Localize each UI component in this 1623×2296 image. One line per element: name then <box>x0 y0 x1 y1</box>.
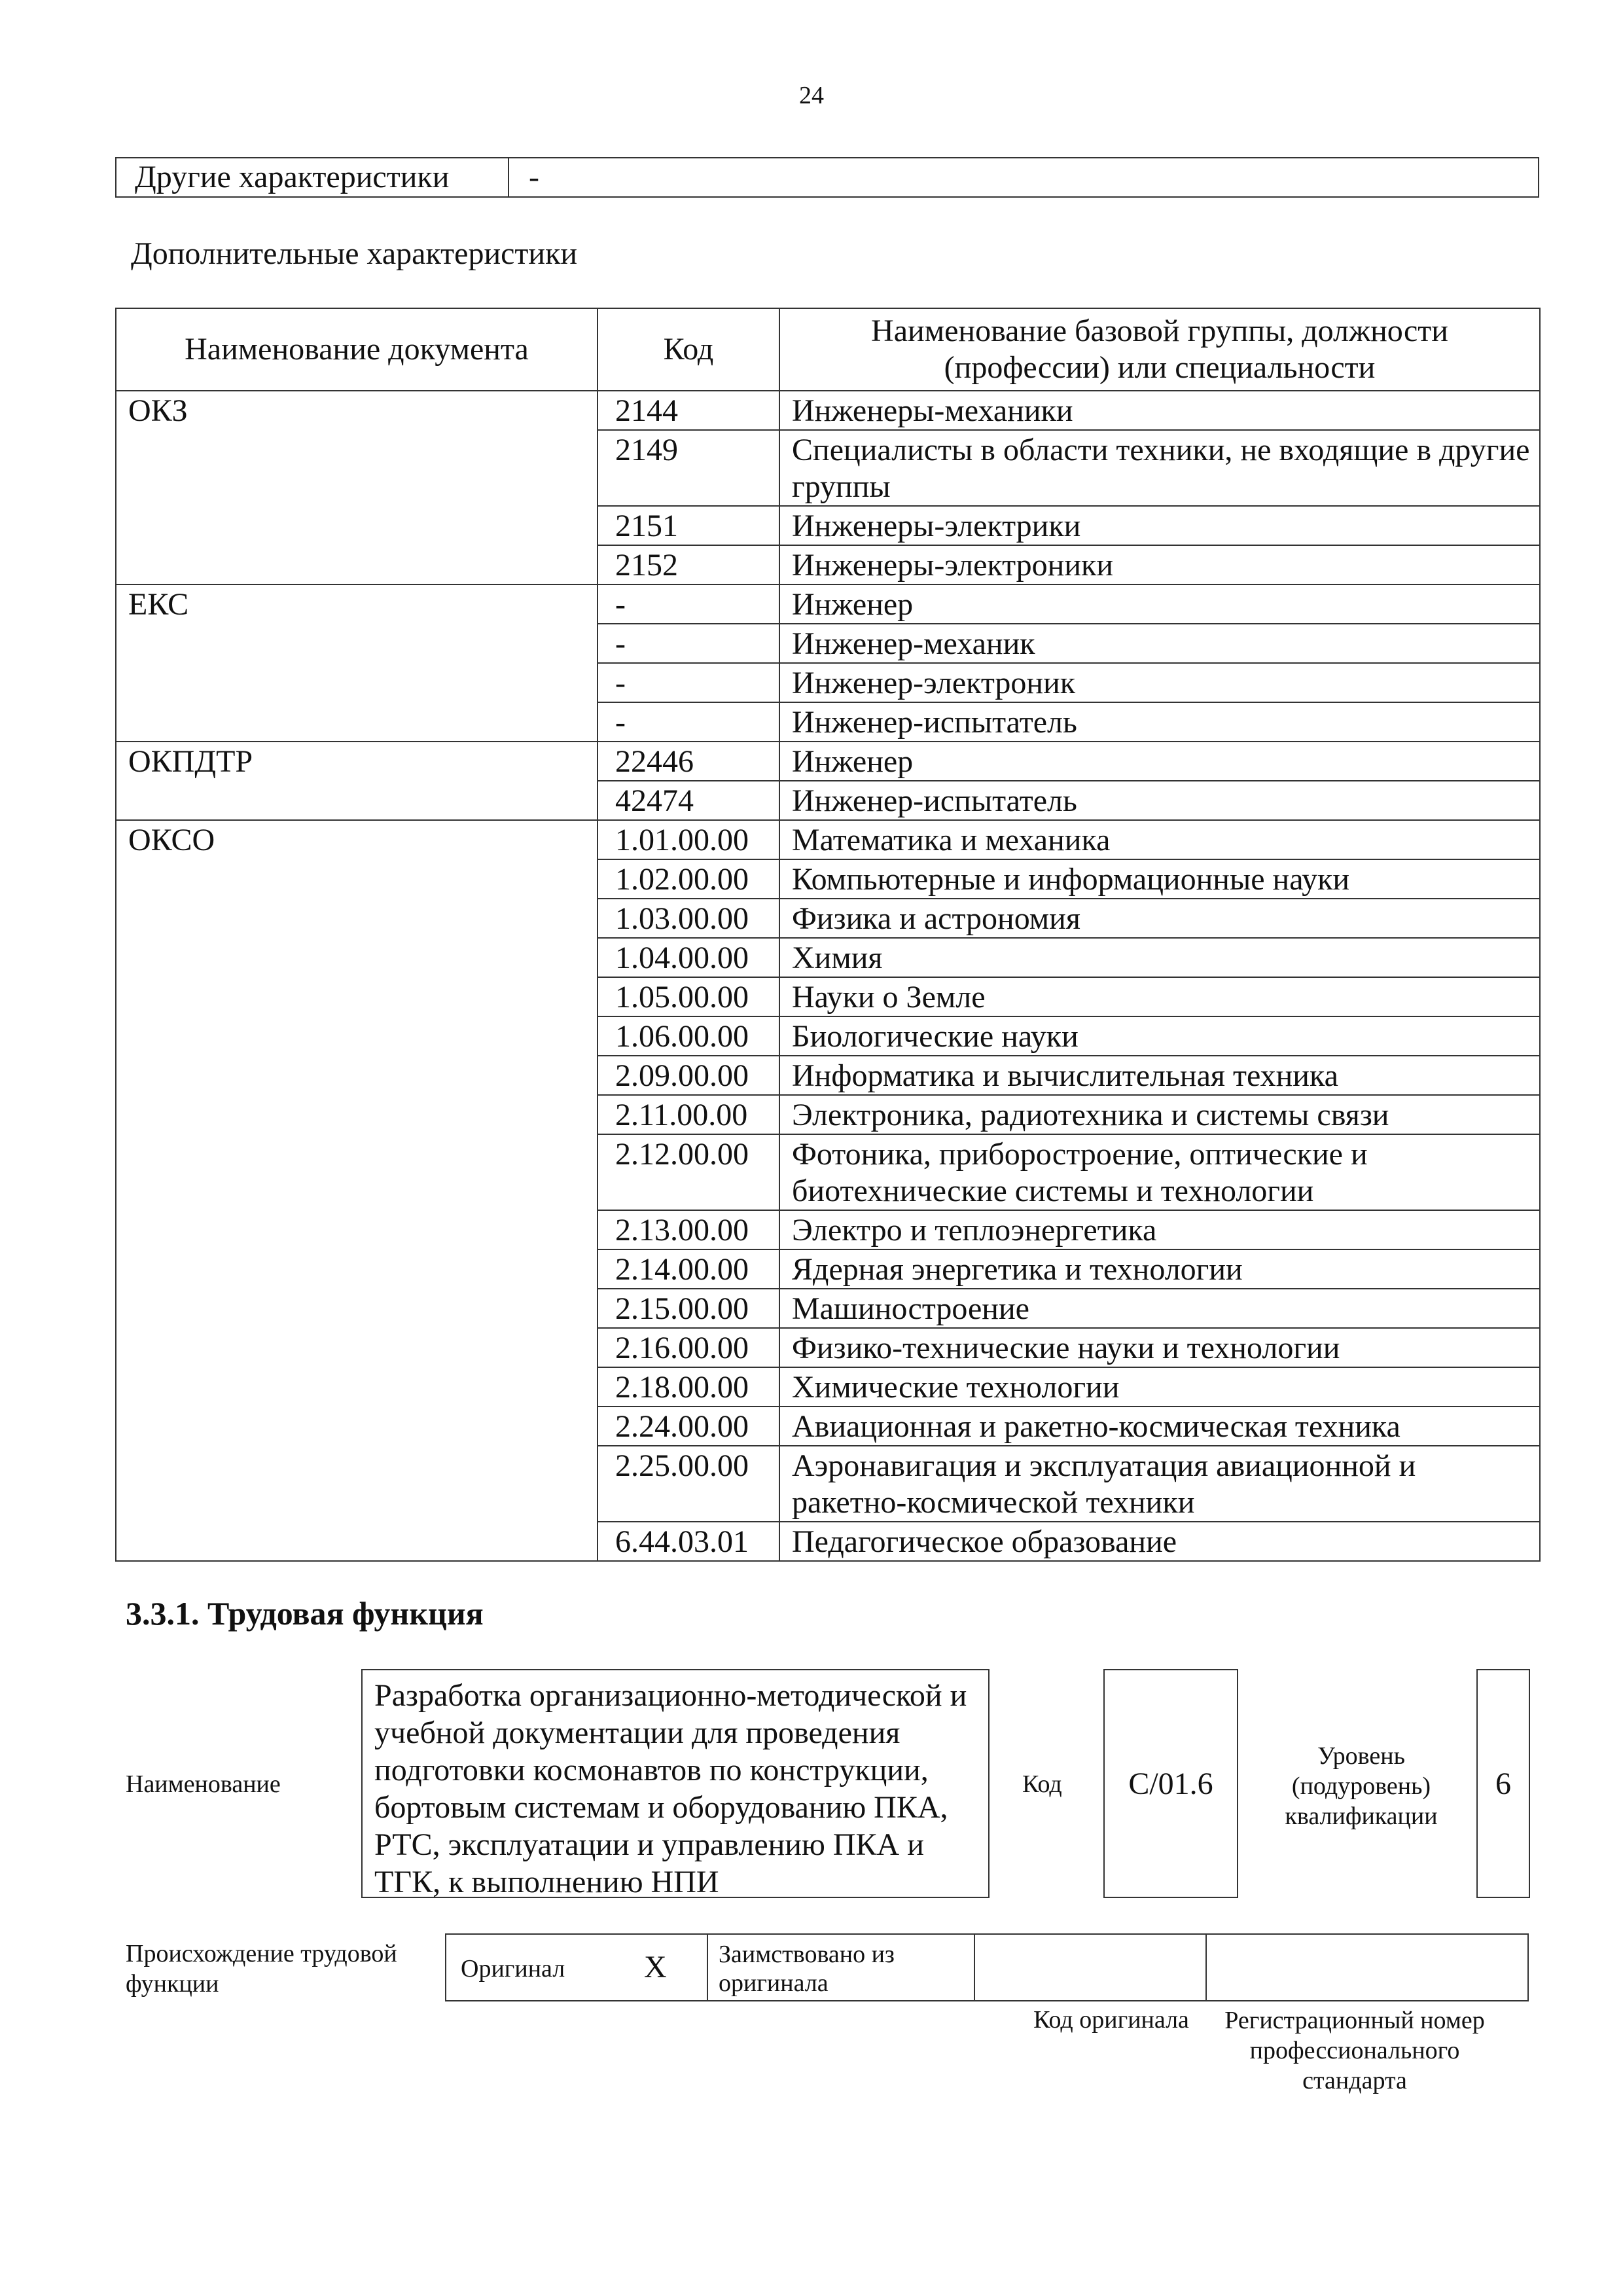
code-cell: 6.44.03.01 <box>597 1522 779 1561</box>
code-cell: 2.14.00.00 <box>597 1249 779 1289</box>
specialty-name-cell: Электроника, радиотехника и системы связи <box>779 1095 1540 1134</box>
code-cell: 2.25.00.00 <box>597 1446 779 1522</box>
code-cell: - <box>597 663 779 702</box>
specialty-name-cell: Машиностроение <box>779 1289 1540 1328</box>
other-characteristics-value: - <box>529 160 539 194</box>
code-cell: 2151 <box>597 506 779 545</box>
reg-number-caption: Регистрационный номер профессионального стандарта <box>1224 2007 1485 2094</box>
code-cell: - <box>597 702 779 742</box>
table-row <box>116 742 1540 781</box>
header-code: Код <box>597 308 779 391</box>
code-cell: 2.09.00.00 <box>597 1056 779 1095</box>
header-document: Наименование документа <box>116 308 597 391</box>
specialty-name-cell: Аэронавигация и эксплуатация авиационной и ракетно-космической техники <box>779 1446 1540 1522</box>
origin-borrowed-cell <box>708 1935 975 2000</box>
specialty-name-cell: Специалисты в области техники, не входящие в другие группы <box>779 430 1540 506</box>
code-cell: 1.04.00.00 <box>597 938 779 977</box>
original-mark: X <box>644 1950 667 1984</box>
table-row <box>116 584 1540 624</box>
code-cell: 2.12.00.00 <box>597 1134 779 1210</box>
specialty-name-cell: Электро и теплоэнергетика <box>779 1210 1540 1249</box>
code-cell: 2152 <box>597 545 779 584</box>
code-cell: 2.18.00.00 <box>597 1367 779 1407</box>
specialty-name-cell: Физика и астрономия <box>779 899 1540 938</box>
other-characteristics-table <box>115 157 1539 198</box>
specialty-name-cell: Химические технологии <box>779 1367 1540 1407</box>
specialty-name-cell: Инженер-испытатель <box>779 781 1540 820</box>
specialty-name-cell: Авиационная и ракетно-космическая техника <box>779 1407 1540 1446</box>
code-cell: - <box>597 624 779 663</box>
specialty-name-cell: Математика и механика <box>779 820 1540 859</box>
document-name-cell: ОКСО <box>116 820 597 1561</box>
qualification-level-label: Уровень (подуровень) квалификации <box>1285 1742 1438 1830</box>
code-cell: 1.03.00.00 <box>597 899 779 938</box>
code-cell: 1.05.00.00 <box>597 977 779 1016</box>
reg-number-cell <box>1207 1935 1527 2000</box>
document-name-cell: ОКПДТР <box>116 742 597 820</box>
page-number: 24 <box>799 82 824 109</box>
specialty-name-cell: Инженер-испытатель <box>779 702 1540 742</box>
specialty-name-cell: Инженеры-механики <box>779 391 1540 430</box>
name-label: Наименование <box>126 1770 281 1798</box>
table-row <box>116 820 1540 859</box>
borrowed-label: Заимствовано из оригинала <box>719 1941 895 1997</box>
code-cell: 2149 <box>597 430 779 506</box>
code-cell: 2.15.00.00 <box>597 1289 779 1328</box>
code-cell: 2.11.00.00 <box>597 1095 779 1134</box>
specialty-name-cell: Ядерная энергетика и технологии <box>779 1249 1540 1289</box>
specialty-name-cell: Педагогическое образование <box>779 1522 1540 1561</box>
specialty-name-cell: Инженеры-электроники <box>779 545 1540 584</box>
labor-function-heading: 3.3.1. Трудовая функция <box>126 1595 484 1632</box>
characteristics-table <box>115 308 1541 1562</box>
code-cell: 22446 <box>597 742 779 781</box>
code-cell: 1.02.00.00 <box>597 859 779 899</box>
table-body <box>116 391 1540 1561</box>
other-characteristics-label: Другие характеристики <box>116 158 509 196</box>
specialty-name-cell: Инженер <box>779 584 1540 624</box>
table-row <box>116 391 1540 430</box>
specialty-name-cell: Инженер-электроник <box>779 663 1540 702</box>
original-code-caption: Код оригинала <box>1033 2006 1189 2034</box>
specialty-name-cell: Инженеры-электрики <box>779 506 1540 545</box>
code-cell: 1.01.00.00 <box>597 820 779 859</box>
code-label: Код <box>1022 1770 1062 1798</box>
code-cell: 42474 <box>597 781 779 820</box>
code-cell: 1.06.00.00 <box>597 1016 779 1056</box>
specialty-name-cell: Компьютерные и информационные науки <box>779 859 1540 899</box>
origin-original-cell <box>446 1935 708 2000</box>
specialty-name-cell: Биологические науки <box>779 1016 1540 1056</box>
code-cell: 2.13.00.00 <box>597 1210 779 1249</box>
specialty-name-cell: Инженер-механик <box>779 624 1540 663</box>
original-code-cell <box>975 1935 1207 2000</box>
document-name-cell: ЕКС <box>116 584 597 742</box>
specialty-name-cell: Физико-технические науки и технологии <box>779 1328 1540 1367</box>
code-cell: 2.16.00.00 <box>597 1328 779 1367</box>
specialty-name-cell: Инженер <box>779 742 1540 781</box>
labor-function-code: C/01.6 <box>1103 1669 1238 1898</box>
qualification-level-value: 6 <box>1476 1669 1530 1898</box>
specialty-name-cell: Химия <box>779 938 1540 977</box>
additional-characteristics-title: Дополнительные характеристики <box>131 236 578 271</box>
labor-function-name: Разработка организационно-методической и учебной документации для проведения подготовки космонавтов по конструкции, бортовым системам и оборудованию ПКА, РТС, эксплуатации и управлению ПКА и ТГК, к выполнению НПИ <box>361 1669 990 1898</box>
header-name: Наименование базовой группы, должности (профессии) или специальности <box>779 308 1540 391</box>
specialty-name-cell: Информатика и вычислительная техника <box>779 1056 1540 1095</box>
code-cell: 2144 <box>597 391 779 430</box>
code-cell: 2.24.00.00 <box>597 1407 779 1446</box>
specialty-name-cell: Фотоника, приборостроение, оптические и биотехнические системы и технологии <box>779 1134 1540 1210</box>
code-cell: - <box>597 584 779 624</box>
specialty-name-cell: Науки о Земле <box>779 977 1540 1016</box>
document-name-cell: ОКЗ <box>116 391 597 584</box>
original-label: Оригинал <box>461 1955 565 1982</box>
origin-label: Происхождение трудовой функции <box>126 1940 397 1998</box>
origin-table <box>445 1933 1529 2001</box>
